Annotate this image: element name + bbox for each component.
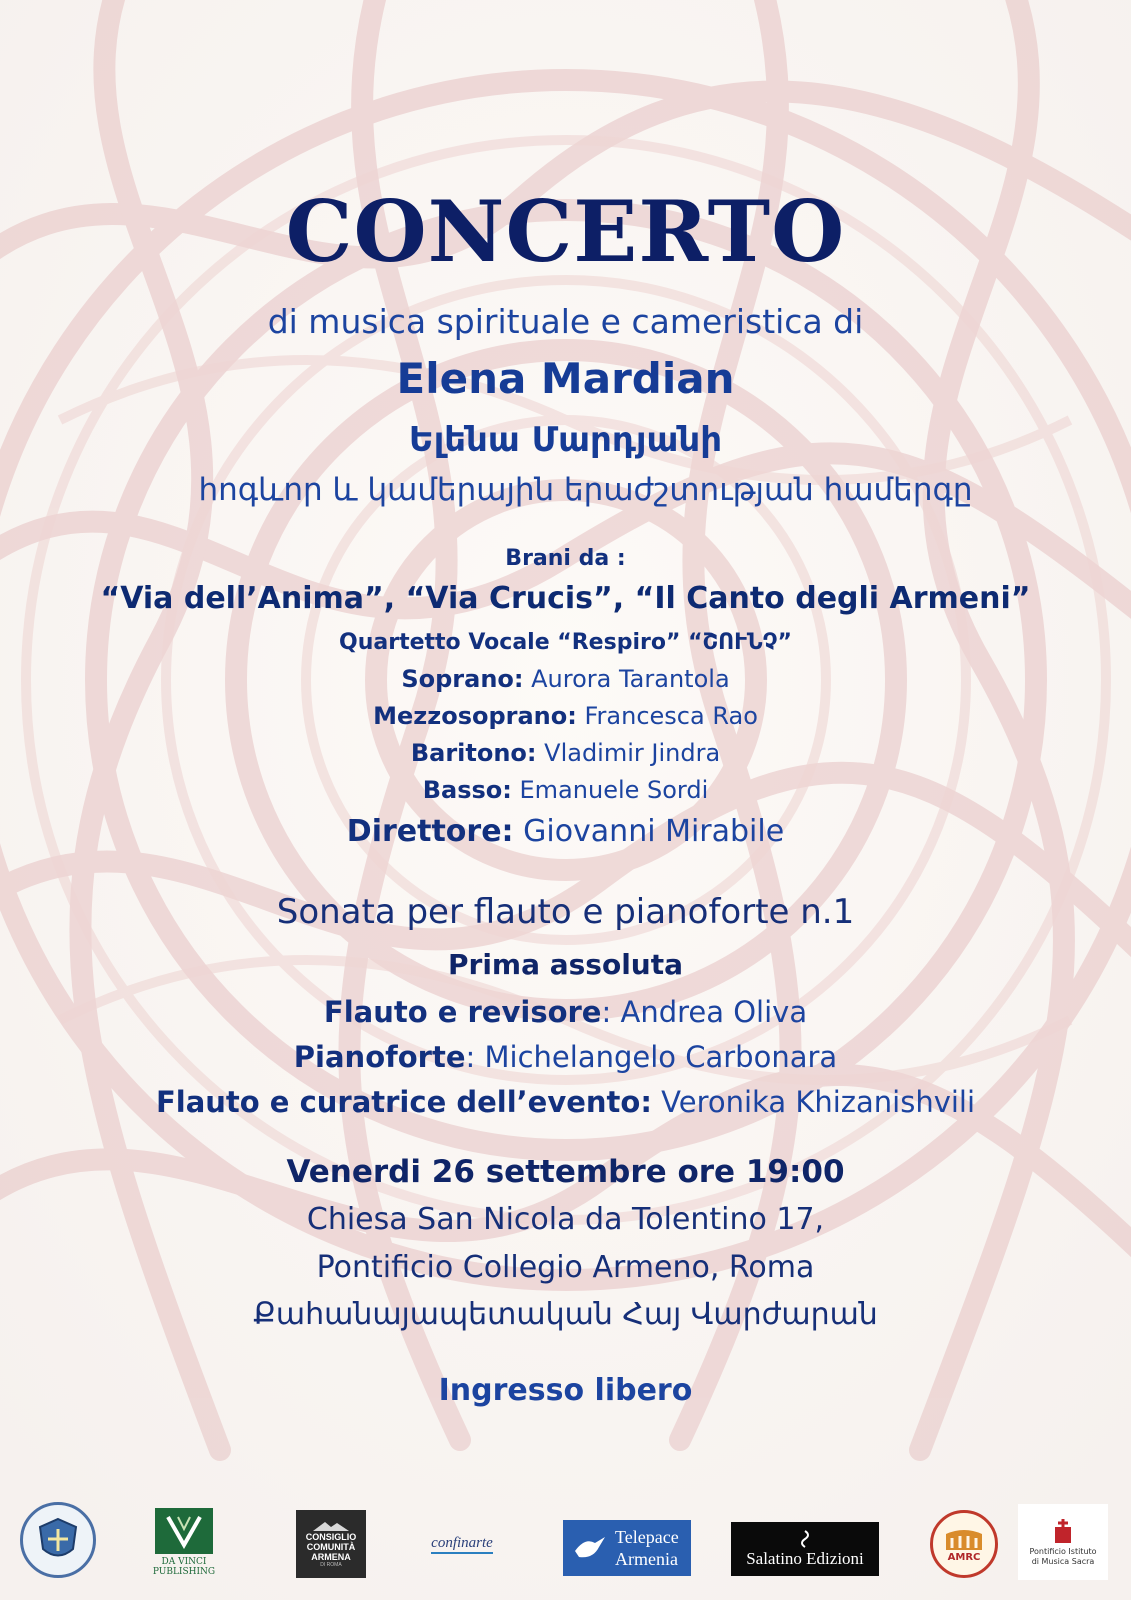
salatino-edizioni-logo — [731, 1522, 879, 1576]
telepace-armenia-logo — [563, 1520, 691, 1576]
consiglio-line: ARMENA — [311, 1551, 351, 1562]
papal-crest-icon — [1049, 1517, 1077, 1547]
venue-line: Pontificio Collegio Armeno, Roma — [316, 1250, 815, 1285]
performer-role: Basso: — [422, 776, 512, 804]
performer-basso — [0, 776, 1131, 804]
player-flute-curator — [0, 1085, 1131, 1119]
player-separator: : — [601, 995, 612, 1029]
premiere-label: Prima assoluta — [447, 948, 684, 981]
player-name: Veronika Khizanishvili — [661, 1085, 976, 1119]
davinci-publishing-logo — [148, 1504, 220, 1580]
performer-role: Mezzosoprano: — [373, 702, 577, 730]
director-name: Giovanni Mirabile — [523, 814, 785, 849]
performer-role: Baritono: — [410, 739, 537, 767]
pims-line: Pontificio Istituto — [1029, 1547, 1097, 1556]
performer-name: Aurora Tarantola — [531, 665, 730, 693]
composer-name-armenian: Ելենա Մարդյանի — [408, 420, 723, 460]
player-role: Pianoforte — [293, 1040, 466, 1074]
pims-line: di Musica Sacra — [1031, 1557, 1095, 1566]
pims-logo — [1018, 1504, 1108, 1580]
concert-subtitle: di musica spirituale e cameristica di — [267, 302, 864, 341]
brani-label: Brani da : — [505, 546, 626, 571]
performer-name: Vladimir Jindra — [544, 739, 721, 767]
admission-label: Ingresso libero — [438, 1373, 693, 1408]
performer-baritono — [0, 739, 1131, 767]
consiglio-line: CONSIGLIO — [305, 1531, 357, 1542]
davinci-label: DA VINCI PUBLISHING — [152, 1556, 216, 1577]
colosseum-icon — [944, 1526, 984, 1552]
venue-line: Chiesa San Nicola da Tolentino 17, — [306, 1202, 825, 1237]
sonata-title: Sonata per flauto e pianoforte n.1 — [276, 892, 855, 932]
confinarte-logo — [426, 1526, 498, 1562]
mountain-icon — [311, 1520, 351, 1532]
performer-mezzosoprano — [0, 702, 1131, 730]
consiglio-line: COMUNITÀ — [306, 1541, 356, 1552]
player-name: Michelangelo Carbonara — [484, 1040, 838, 1074]
performer-role: Soprano: — [401, 665, 524, 693]
telepace-line: Telepace — [615, 1527, 679, 1547]
player-separator: : — [465, 1040, 476, 1074]
director-line — [0, 814, 1131, 849]
performer-name: Emanuele Sordi — [519, 776, 709, 804]
subtitle-armenian: հոգևոր և կամերային երաժշտության համերգը — [198, 472, 973, 508]
concert-title: CONCERTO — [285, 182, 846, 281]
performer-soprano — [0, 665, 1131, 693]
player-role: Flauto e curatrice dell’evento: — [155, 1085, 652, 1119]
quartet-name: Quartetto Vocale “Respiro” “ՇՈՒՆՉ” — [339, 630, 792, 655]
player-piano — [0, 1040, 1131, 1074]
consiglio-comunita-armena-logo — [296, 1510, 366, 1578]
pieces-list: “Via dell’Anima”, “Via Crucis”, “Il Canto degli Armeni” — [100, 581, 1031, 616]
consiglio-line: DI ROMA — [320, 1561, 342, 1568]
salatino-label: Salatino Edizioni — [746, 1549, 864, 1568]
shield-icon — [33, 1515, 83, 1565]
player-name: Andrea Oliva — [620, 995, 808, 1029]
venue-line-armenian: Քահանայապետական Հայ Վարժարան — [253, 1297, 878, 1332]
performer-name: Francesca Rao — [584, 702, 758, 730]
davinci-emblem-icon — [155, 1508, 213, 1554]
amrc-label: AMRC — [947, 1551, 981, 1563]
association-seal-logo — [20, 1502, 96, 1578]
player-flute-reviser — [0, 995, 1131, 1029]
treble-clef-icon — [796, 1529, 814, 1549]
sponsor-logos — [0, 1500, 1131, 1590]
confinarte-label: confinarte — [431, 1535, 493, 1554]
amrc-logo — [930, 1510, 998, 1578]
composer-name: Elena Mardian — [396, 354, 735, 403]
director-role: Direttore: — [346, 814, 514, 849]
event-date: Venerdi 26 settembre ore 19:00 — [286, 1154, 845, 1190]
telepace-line: Armenia — [615, 1549, 678, 1569]
dove-icon — [573, 1533, 607, 1563]
player-role: Flauto e revisore — [323, 995, 602, 1029]
